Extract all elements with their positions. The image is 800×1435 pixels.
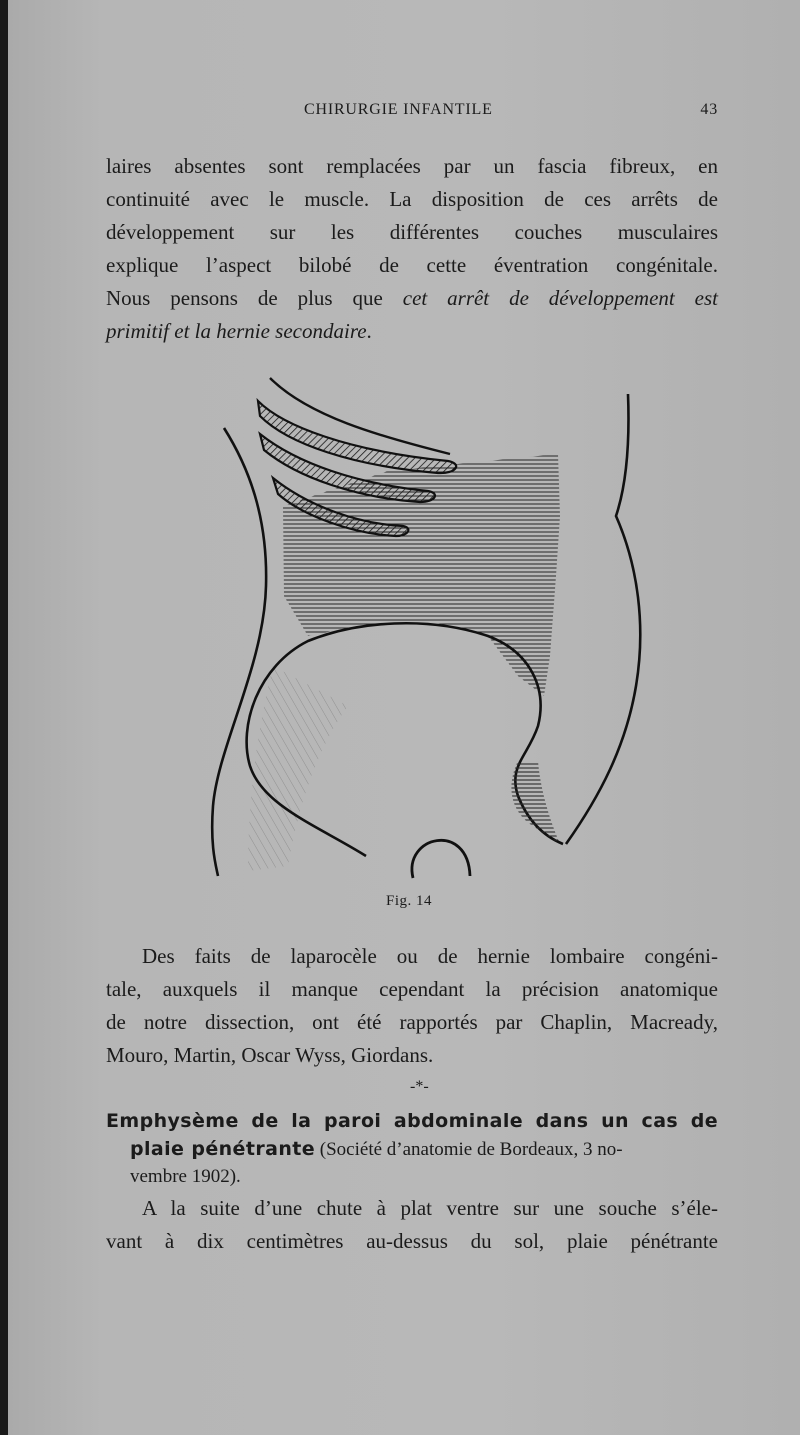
- text-line: laires absentes sont remplacées par un fascia fibreux, en: [106, 154, 718, 178]
- heading-line: [106, 1138, 718, 1166]
- text-line: A la suite d’une chute à plat ventre sur une souche s’éle-: [142, 1196, 718, 1220]
- lower-shading: [248, 666, 348, 871]
- text-line: tale, auxquels il manque cependant la précision anatomique: [106, 977, 718, 1001]
- section-heading: [106, 1110, 718, 1196]
- section-separator: -*-: [410, 1078, 429, 1095]
- text-line: de notre dissection, ont été rapportés par Chaplin, Macready,: [106, 1010, 718, 1034]
- heading-line: vembre 1902).: [130, 1166, 241, 1187]
- text-run: et la: [169, 319, 217, 343]
- paragraph-1: [106, 150, 718, 348]
- heading-source: (Société d’anatomie de Bordeaux, 3 no-: [315, 1139, 623, 1160]
- right-contour: [566, 394, 640, 844]
- text-line: vant à dix centimètres au-dessus du sol, plaie pénétrante: [106, 1229, 718, 1253]
- figure-caption: Fig. 14: [386, 893, 433, 909]
- bottom-arc: [412, 840, 470, 878]
- text-run: .: [366, 319, 372, 343]
- paragraph-2: [106, 940, 718, 1072]
- text-line: continuité avec le muscle. La disposition de ces arrêts de: [106, 187, 718, 211]
- text-run: Nous pensons de plus que: [106, 286, 383, 310]
- heading-bold-run: plaie pénétrante: [130, 1138, 316, 1160]
- italic-run: primitif: [106, 319, 170, 343]
- right-lobe-hatching: [511, 761, 560, 844]
- italic-run: hernie secondaire: [216, 319, 367, 343]
- text-line: Mouro, Martin, Oscar Wyss, Giordans.: [106, 1043, 434, 1067]
- text-line-mixed: [106, 315, 718, 348]
- anatomical-figure: [188, 366, 648, 896]
- text-line: développement sur les différentes couches musculaires: [106, 220, 718, 244]
- text-line: explique l’aspect bilobé de cette éventration congénitale.: [106, 253, 718, 277]
- book-page: [8, 0, 800, 1435]
- running-head-title: CHIRURGIE INFANTILE: [304, 101, 493, 118]
- paragraph-3: [106, 1192, 718, 1258]
- text-line-mixed: [106, 282, 718, 315]
- italic-run: cet arrêt de développement est: [402, 286, 718, 310]
- heading-line: Emphysème de la paroi abdominale dans un cas de: [106, 1110, 718, 1132]
- running-head: [106, 101, 718, 123]
- text-line: Des faits de laparocèle ou de hernie lombaire congéni-: [142, 944, 718, 968]
- page-number: 43: [700, 101, 718, 118]
